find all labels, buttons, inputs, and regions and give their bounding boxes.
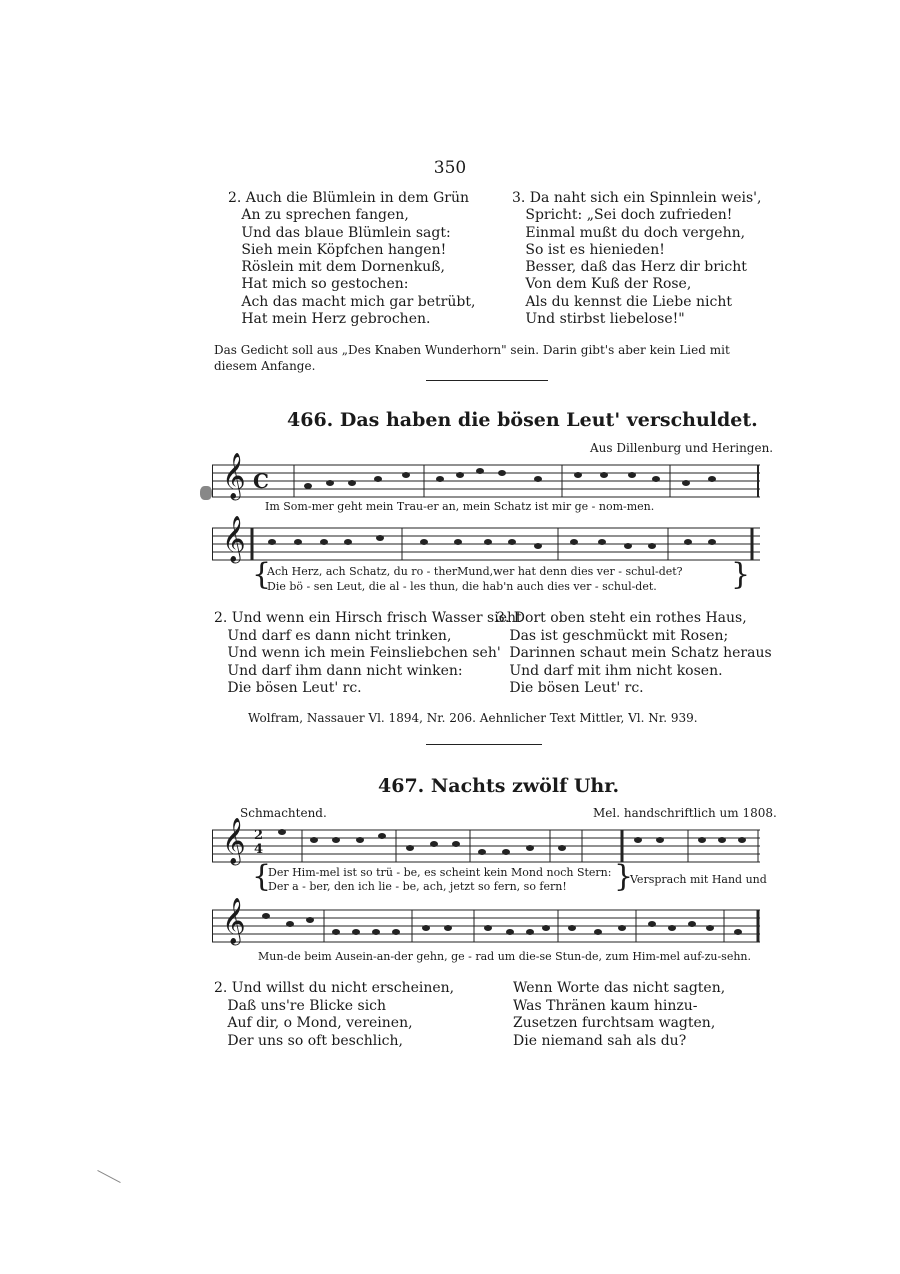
song-467-lyrics-1c: Versprach mit Hand und [630,873,767,886]
brace-icon: } [731,557,751,592]
song-466-stanza-2: 2. Und wenn ein Hirsch frisch Wasser sieht Und darf es dann nicht trinken, Und wenn ich mein Feinsliebchen seh' Und darf ihm dann nicht winken: Die bösen Leut' rc. [214,610,522,696]
time-signature-top: 2 [254,828,264,843]
time-signature-2-4 [254,829,263,857]
staff-466-line1 [212,461,760,501]
time-signature-common: C [253,469,269,493]
stray-mark [97,1170,120,1183]
song-466-origin: Aus Dillenburg und Heringen. [590,441,774,455]
stanza-3-intro: 3. Da naht sich ein Spinnlein weis', Spricht: „Sei doch zufrieden! Einmal mußt du doch vergehn, So ist es hienieden! Besser, daß das Herz dir bricht Von dem Kuß der Rose, Als du kennst die Liebe nicht Und stirbst liebelose!" [512,190,762,328]
song-466-title: 466. Das haben die bösen Leut' verschuldet. [287,409,758,431]
song-466-lyrics-2a: Ach Herz, ach Schatz, du ro - therMund,wer hat denn dies ver - schul-det? [267,565,683,578]
song-467-stanza-2: 2. Und willst du nicht erscheinen, Daß uns're Blicke sich Auf dir, o Mond, vereinen, Der uns so oft beschlich, [214,980,455,1049]
song-467-lyrics-2: Mun-de beim Ausein-an-der gehn, ge - rad um die-se Stun-de, zum Him-mel auf-zu-sehn. [258,950,752,963]
ink-smudge [200,486,212,500]
brace-icon: } [614,859,634,894]
treble-clef-icon: 𝄞 [222,453,246,499]
page-number: 350 [433,158,467,178]
song-466-stanza-3: 3. Dort oben steht ein rothes Haus, Das ist geschmückt mit Rosen; Darinnen schaut mein Schatz heraus Und darf mit ihm nicht kosen. Die bösen Leut' rc. [496,610,772,696]
time-signature-bottom: 4 [254,842,264,857]
song-467-melody: Mel. handschriftlich um 1808. [593,806,777,820]
section-divider [426,744,542,745]
stanza-2-intro: 2. Auch die Blümlein in dem Grün An zu sprechen fangen, Und das blaue Blümlein sagt: Sieh mein Köpfchen hangen! Röslein mit dem Dornenkuß, Hat mich so gestochen: Ach das macht mich gar betrübt, Hat mein Herz gebrochen. [228,190,476,328]
song-467-stanza-2-cont: Wenn Worte das nicht sagten, Was Thränen kaum hinzu- Zusetzen furchtsam wagten, Die niemand sah als du? [513,980,726,1049]
song-466-lyrics-1: Im Som-mer geht mein Trau-er an, mein Schatz ist mir ge - nom-men. [265,500,655,513]
song-467-tempo: Schmachtend. [240,806,327,820]
intro-footnote: Das Gedicht soll aus „Des Knaben Wunderhorn" sein. Darin gibt's aber kein Lied mit diesem Anfange. [214,343,730,373]
song-467-lyrics-1a: Der Him-mel ist so trü - be, es scheint kein Mond noch Stern: [268,866,612,879]
staff-467-line2 [212,906,760,946]
brace-icon: { [252,859,272,894]
treble-clef-icon: 𝄞 [222,516,246,562]
treble-clef-icon: 𝄞 [222,818,246,864]
song-466-lyrics-2b: Die bö - sen Leut, die al - les thun, die hab'n auch dies ver - schul-det. [267,580,657,593]
staff-466-line2 [212,524,760,564]
section-divider [426,380,548,381]
song-467-lyrics-1b: Der a - ber, den ich lie - be, ach, jetzt so fern, so fern! [268,880,567,893]
song-466-source: Wolfram, Nassauer Vl. 1894, Nr. 206. Aehnlicher Text Mittler, Vl. Nr. 939. [248,711,698,725]
brace-icon: { [252,557,272,592]
song-467-title: 467. Nachts zwölf Uhr. [378,775,620,797]
treble-clef-icon: 𝄞 [222,898,246,944]
staff-467-line1 [212,826,760,866]
